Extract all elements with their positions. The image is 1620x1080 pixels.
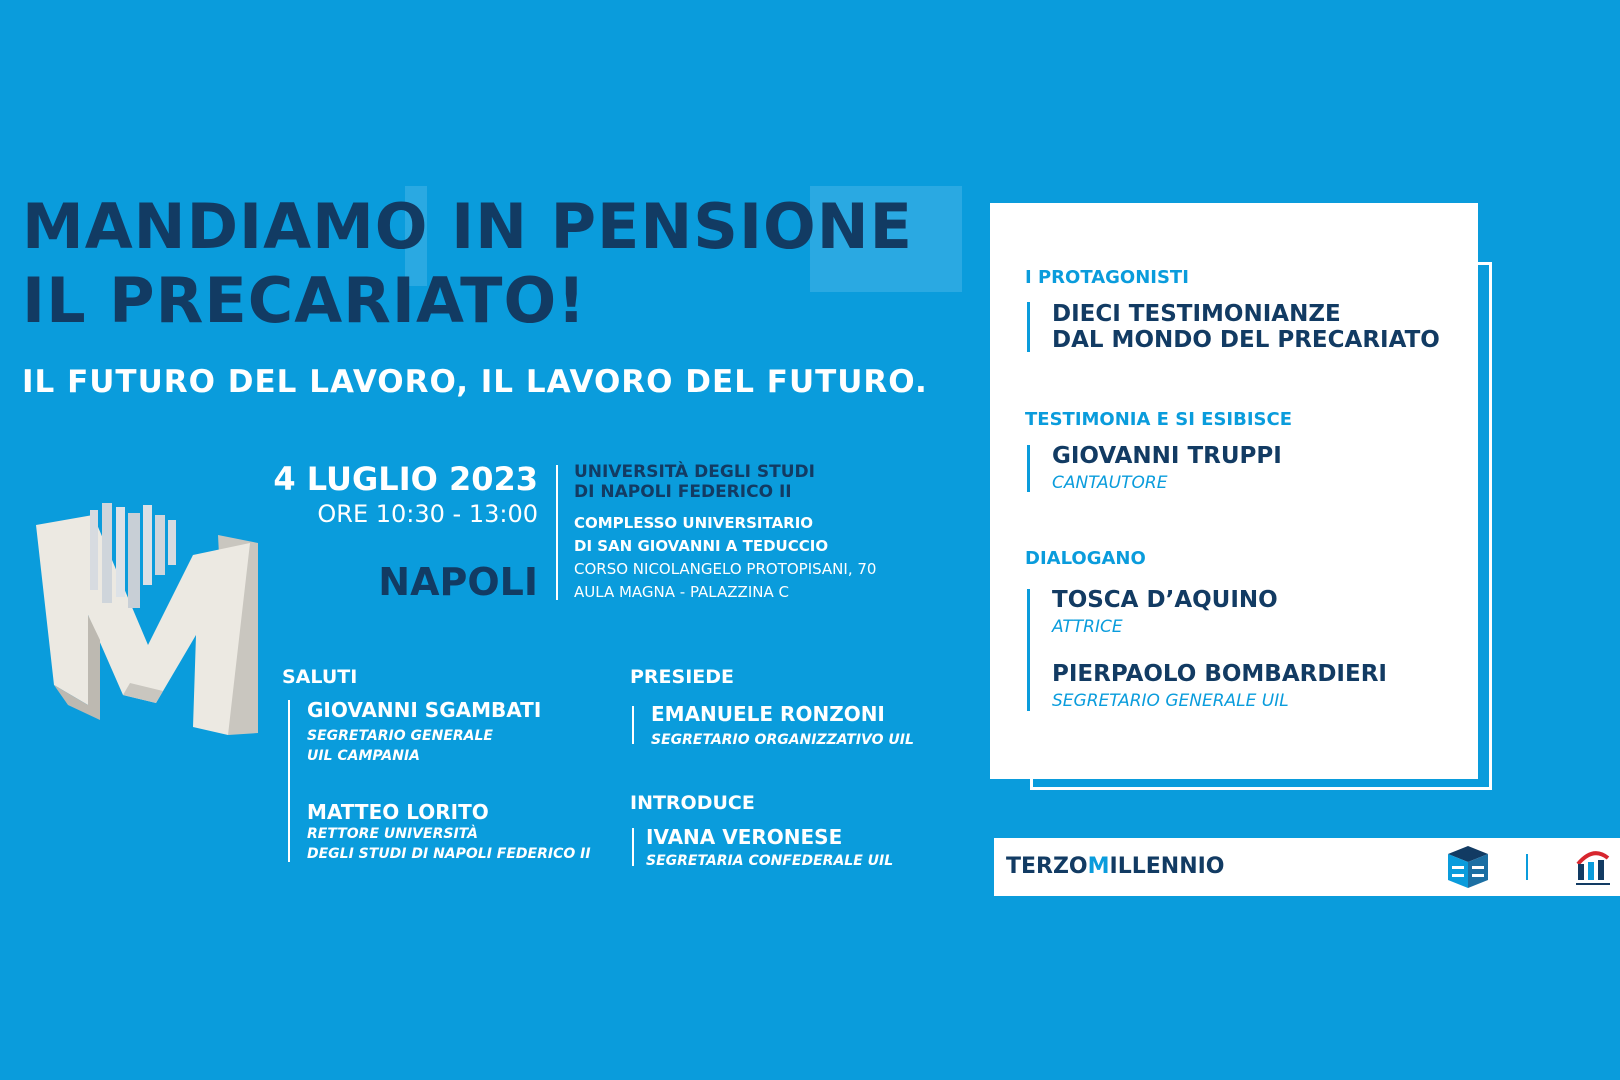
event-date-time (200, 460, 538, 528)
terzo-millennio-logo (1006, 854, 1225, 879)
testimonia-label: TESTIMONIA E SI ESIBISCE (1025, 409, 1293, 430)
divider (1526, 854, 1528, 880)
person-name: EMANUELE RONZONI (651, 702, 885, 726)
protagonisti-line-2: DAL MONDO DEL PRECARIATO (1052, 327, 1440, 353)
complex-line-2: DI SAN GIOVANNI A TEDUCCIO (574, 537, 829, 555)
person-role: SEGRETARIO GENERALE UIL (1052, 691, 1289, 711)
venue-line-2: DI NAPOLI FEDERICO II (574, 482, 792, 502)
divider (1027, 445, 1030, 492)
person-role: CANTAUTORE (1052, 473, 1168, 493)
person-name: GIOVANNI TRUPPI (1052, 443, 1282, 469)
divider (1027, 589, 1030, 711)
headline-line-2: IL PRECARIATO! (22, 264, 587, 337)
person-role: ATTRICE (1052, 617, 1123, 637)
introduce-label: INTRODUCE (630, 792, 755, 814)
venue-room: AULA MAGNA - PALAZZINA C (574, 583, 789, 601)
person-name: GIOVANNI SGAMBATI (307, 698, 542, 722)
divider (556, 465, 558, 600)
saluti-person (307, 698, 541, 766)
divider (288, 700, 290, 862)
brand-text: M (1087, 854, 1110, 879)
m-building-icon (18, 495, 258, 750)
le-idee-per-cambiare-logo-icon (1442, 844, 1494, 890)
person-role: SEGRETARIA CONFEDERALE UIL (646, 853, 894, 869)
brand-text: TERZO (1006, 854, 1088, 879)
protagonisti-line-1: DIECI TESTIMONIANZE (1052, 301, 1341, 327)
headline (22, 190, 913, 338)
event-venue (574, 462, 876, 604)
protagonists-card (990, 203, 1478, 779)
dialogano-label: DIALOGANO (1025, 548, 1146, 569)
person-name: PIERPAOLO BOMBARDIERI (1052, 661, 1387, 687)
venue-address: CORSO NICOLANGELO PROTOPISANI, 70 (574, 560, 877, 578)
headline-line-1: MANDIAMO IN PENSIONE (22, 190, 913, 263)
sponsor-bar (994, 838, 1620, 896)
person-role: SEGRETARIO GENERALE (307, 728, 493, 744)
person-role: RETTORE UNIVERSITÀ (307, 826, 478, 842)
person-role: DEGLI STUDI DI NAPOLI FEDERICO II (307, 846, 591, 862)
venue-line-1: UNIVERSITÀ DEGLI STUDI (574, 462, 815, 482)
divider (632, 828, 634, 866)
saluti-label: SALUTI (282, 666, 358, 688)
person-role: UIL CAMPANIA (307, 748, 420, 764)
divider (632, 706, 634, 744)
divider (1027, 302, 1030, 352)
event-date: 4 LUGLIO 2023 (273, 460, 538, 498)
event-city: NAPOLI (378, 560, 538, 604)
subtitle: IL FUTURO DEL LAVORO, IL LAVORO DEL FUTURO. (22, 364, 928, 400)
person-name: IVANA VERONESE (646, 825, 843, 849)
uil-logo-icon (1572, 846, 1614, 888)
person-name: MATTEO LORITO (307, 800, 489, 824)
presiede-label: PRESIEDE (630, 666, 735, 688)
complex-line-1: COMPLESSO UNIVERSITARIO (574, 514, 814, 532)
person-role: SEGRETARIO ORGANIZZATIVO UIL (651, 732, 914, 748)
protagonisti-label: I PROTAGONISTI (1025, 267, 1189, 288)
presiede-person (651, 702, 914, 750)
saluti-person (307, 800, 591, 864)
introduce-person (646, 825, 893, 871)
person-name: TOSCA D’AQUINO (1052, 587, 1278, 613)
brand-text: ILLENNIO (1109, 854, 1225, 879)
event-time: ORE 10:30 - 13:00 (317, 500, 538, 528)
